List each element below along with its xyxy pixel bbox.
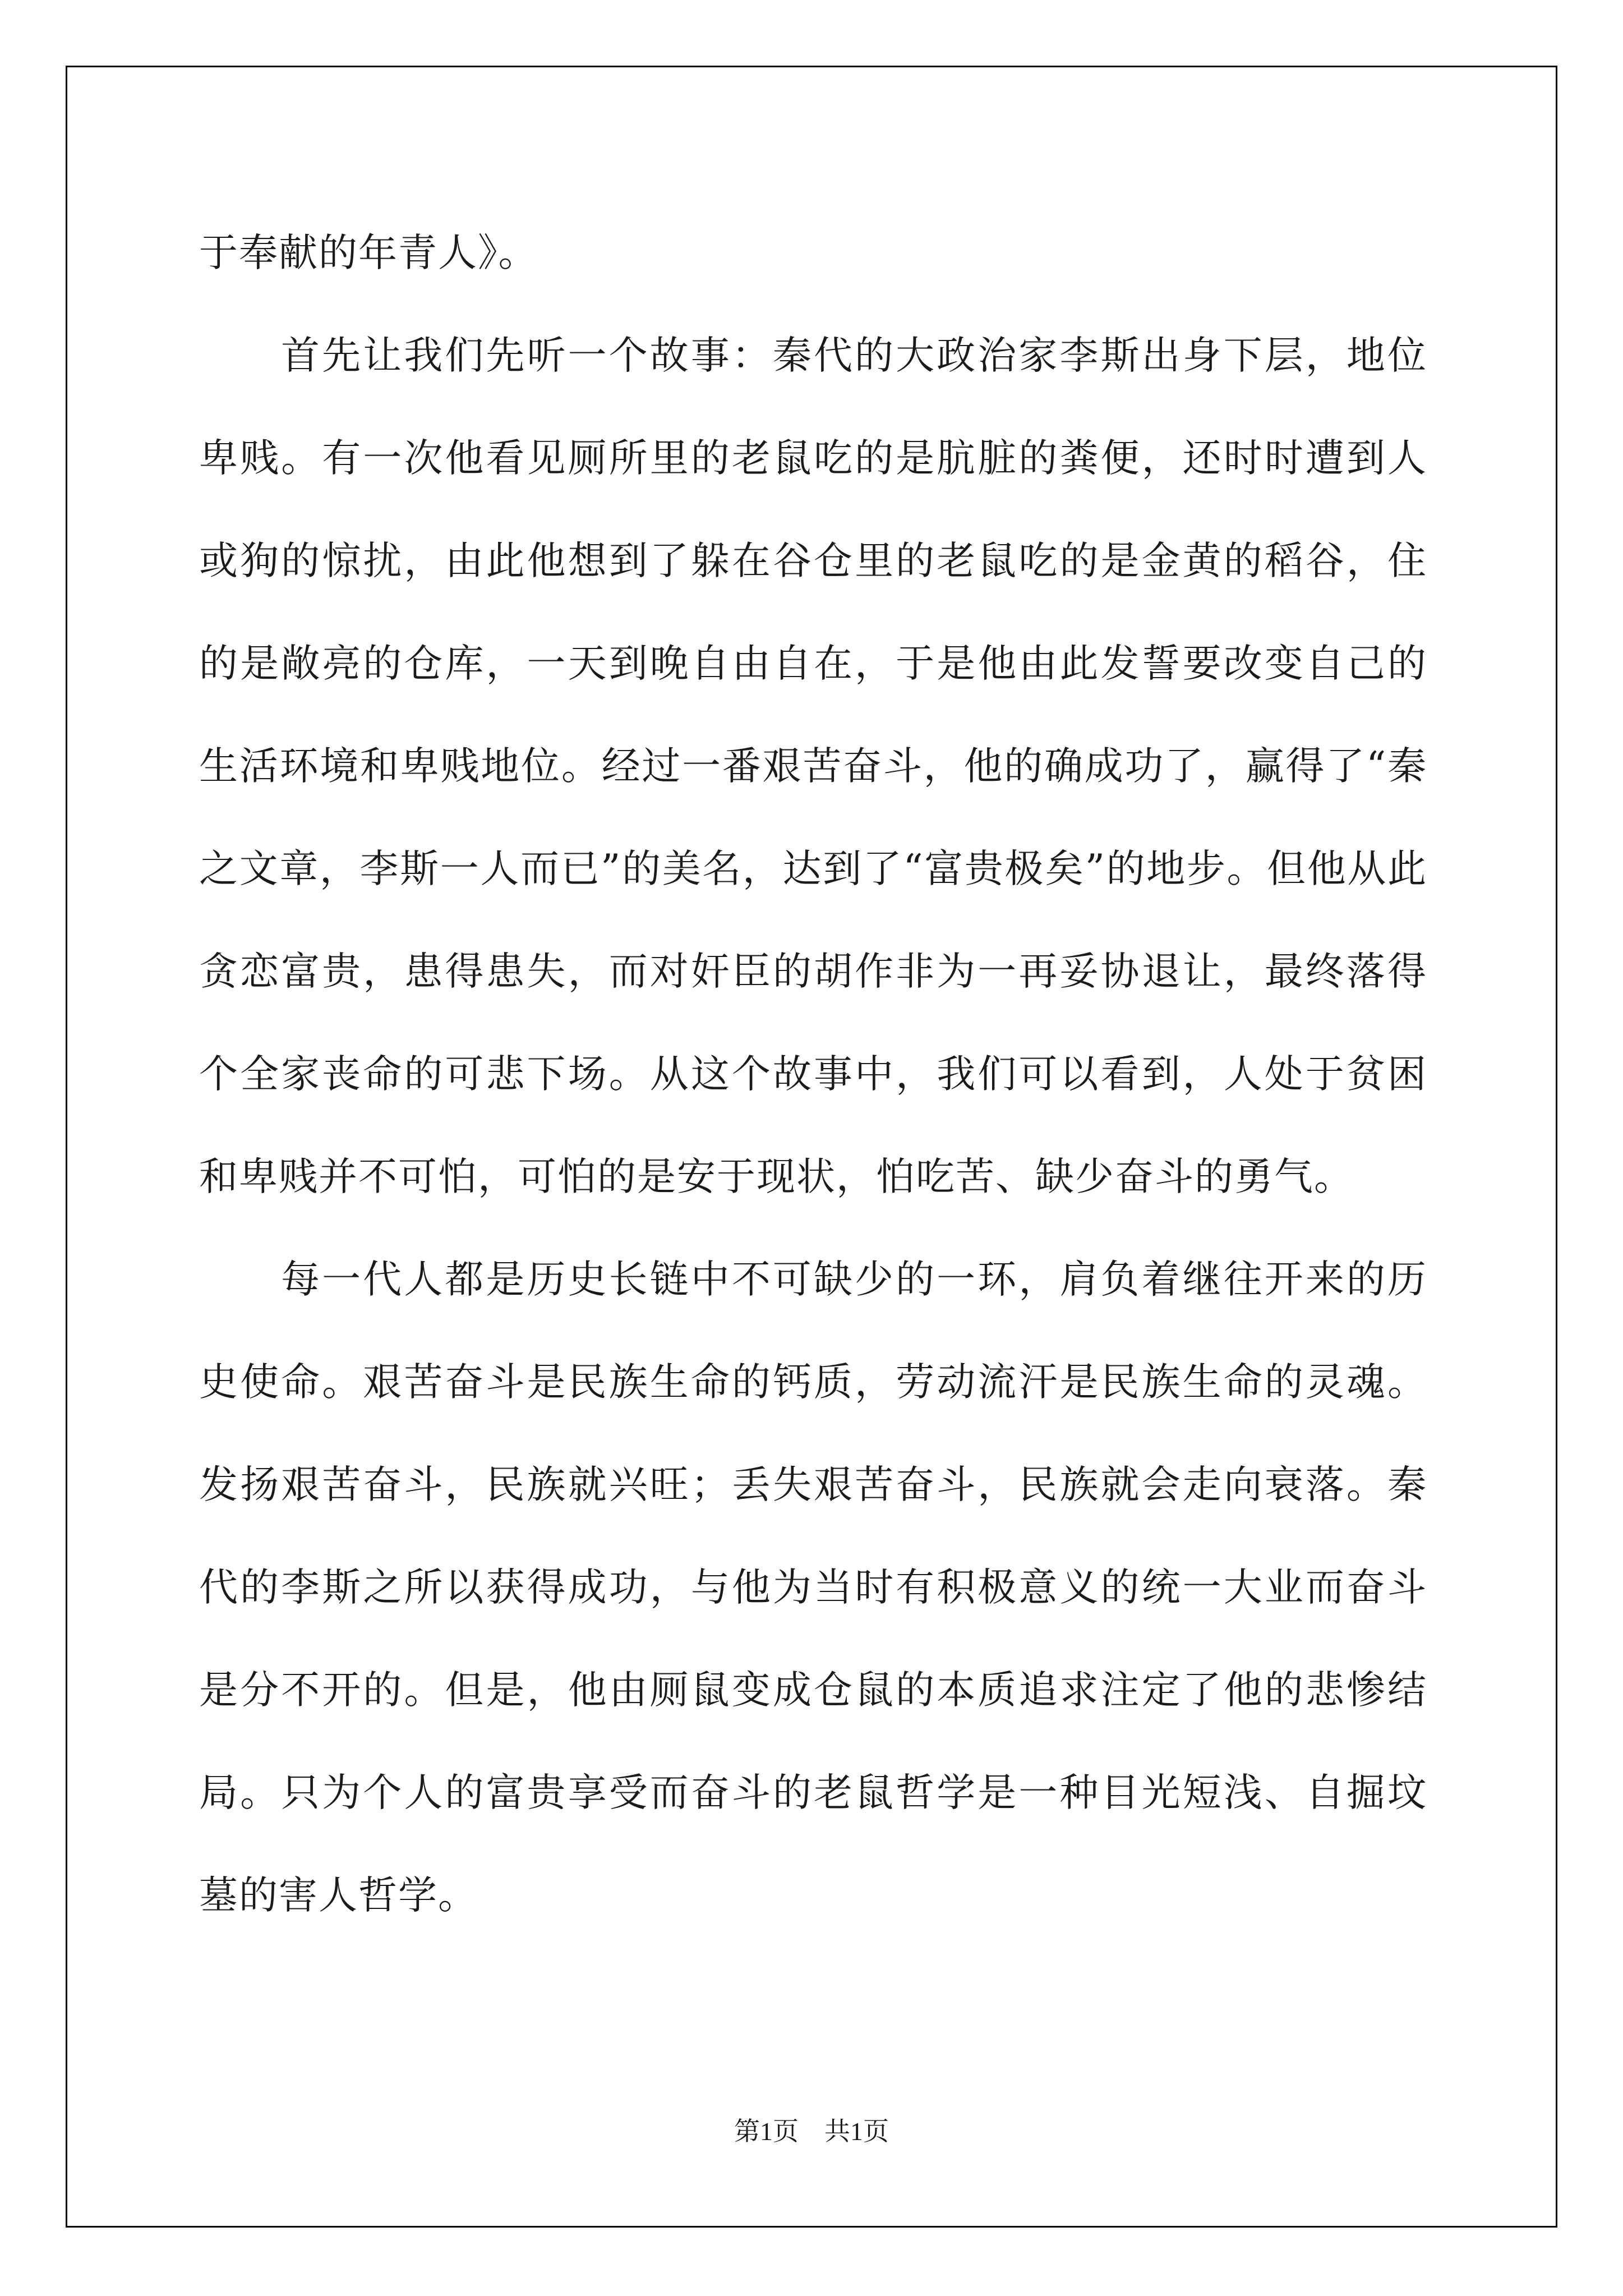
paragraph-li-si-story: 首先让我们先听一个故事：秦代的大政治家李斯出身下层，地位卑贱。有一次他看见厕所里的老鼠吃的是肮脏的粪便，还时时遭到人或狗的惊扰，由此他想到了躲在谷仓里的老鼠吃的是金黄的稻谷，住的是敞亮的仓库，一天到晚自由自在，于是他由此发誓要改变自己的生活环境和卑贱地位。经过一番艰苦奋斗，他的确成功了，赢得了“秦之文章，李斯一人而已”的美名，达到了“富贵极矣”的地步。但他从此贪恋富贵，患得患失，而对奸臣的胡作非为一再妥协退让，最终落得个全家丧命的可悲下场。从这个故事中，我们可以看到，人处于贫困和卑贱并不可怕，可怕的是安于现状，怕吃苦、缺少奋斗的勇气。	[199, 333, 1427, 1199]
document-body	[199, 202, 1427, 1947]
page-number-footer: 第1页 共1页	[734, 2117, 889, 2146]
paragraph-continuation: 于奉献的年青人》。	[199, 231, 538, 275]
paragraph-hard-work: 每一代人都是历史长链中不可缺少的一环，肩负着继往开来的历史使命。艰苦奋斗是民族生命的钙质，劳动流汗是民族生命的灵魂。发扬艰苦奋斗，民族就兴旺；丢失艰苦奋斗，民族就会走向衰落。秦代的李斯之所以获得成功，与他为当时有积极意义的统一大业而奋斗是分不开的。但是，他由厕鼠变成仓鼠的本质追求注定了他的悲惨结局。只为个人的富贵享受而奋斗的老鼠哲学是一种目光短浅、自掘坟墓的害人哲学。	[199, 1257, 1427, 1918]
